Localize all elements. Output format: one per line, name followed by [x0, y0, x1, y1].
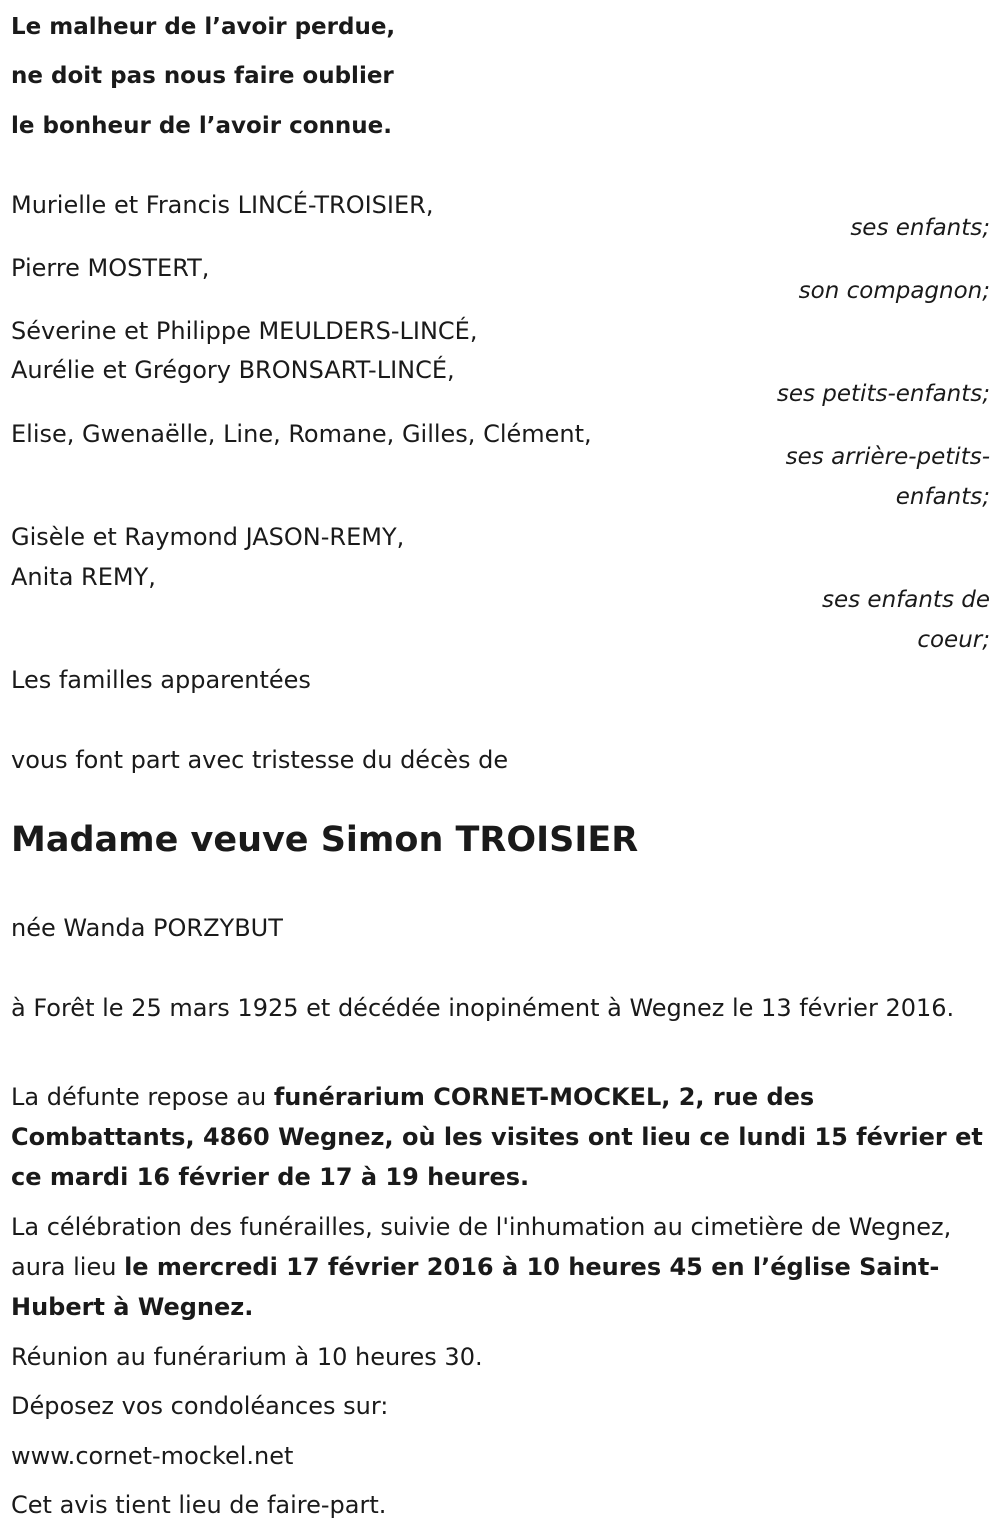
heart-children-role-line-1: ses enfants de [822, 587, 990, 613]
notice-text: Cet avis tient lieu de faire-part. [11, 1491, 387, 1519]
birth-death-text: à Forêt le 25 mars 1925 et décédée inopinément à Wegnez le 13 février 2016. [11, 994, 955, 1022]
meeting-text: Réunion au funérarium à 10 heures 30. [11, 1343, 483, 1371]
heart-children-name-1: Gisèle et Raymond JASON-REMY, [11, 523, 405, 551]
condolences-text: Déposez vos condoléances sur: [11, 1392, 389, 1420]
announcement: vous font part avec tristesse du décès de [11, 746, 509, 774]
grandchildren-name-2: Aurélie et Grégory BRONSART-LINCÉ, [11, 356, 455, 384]
deceased-name: Madame veuve Simon TROISIER [11, 820, 639, 860]
quote-line-2: ne doit pas nous faire oublier [11, 63, 394, 89]
children-names: Murielle et Francis LINCÉ-TROISIER, [11, 191, 434, 219]
maiden-name: née Wanda PORZYBUT [11, 914, 283, 942]
companion-role: son compagnon; [798, 278, 990, 304]
children-role: ses enfants; [850, 215, 990, 241]
rest-intro: La défunte repose au [11, 1083, 274, 1111]
quote-line-3: le bonheur de l’avoir connue. [11, 113, 392, 139]
quote-line-1: Le malheur de l’avoir perdue, [11, 14, 396, 40]
website-link[interactable]: www.cornet-mockel.net [11, 1442, 294, 1470]
ceremony-details: le mercredi 17 février 2016 à 10 heures 45 en l’église Saint-Hubert à Wegnez. [11, 1253, 940, 1321]
grandchildren-role: ses petits-enfants; [776, 381, 990, 407]
grandchildren-name-1: Séverine et Philippe MEULDERS-LINCÉ, [11, 317, 478, 345]
heart-children-name-2: Anita REMY, [11, 563, 156, 591]
ceremony-intro: La célébration des funérailles, suivie de l'inhumation au cimetière de Wegnez, aura lieu [11, 1213, 952, 1281]
companion-name: Pierre MOSTERT, [11, 254, 210, 282]
relatives: Les familles apparentées [11, 666, 311, 694]
rest-details: funérarium CORNET-MOCKEL, 2, rue des Combattants, 4860 Wegnez, où les visites ont lieu ce lundi 15 février et ce mardi 16 février de 17 à 19 heures. [11, 1083, 983, 1191]
ceremony-paragraph [11, 1207, 986, 1327]
heart-children-role-line-2: coeur; [917, 627, 990, 653]
greatgrandchildren-role-line-2: enfants; [895, 484, 990, 510]
greatgrandchildren-names: Elise, Gwenaëlle, Line, Romane, Gilles, Clément, [11, 420, 592, 448]
rest-paragraph [11, 1077, 986, 1197]
greatgrandchildren-role-line-1: ses arrière-petits- [785, 444, 990, 470]
